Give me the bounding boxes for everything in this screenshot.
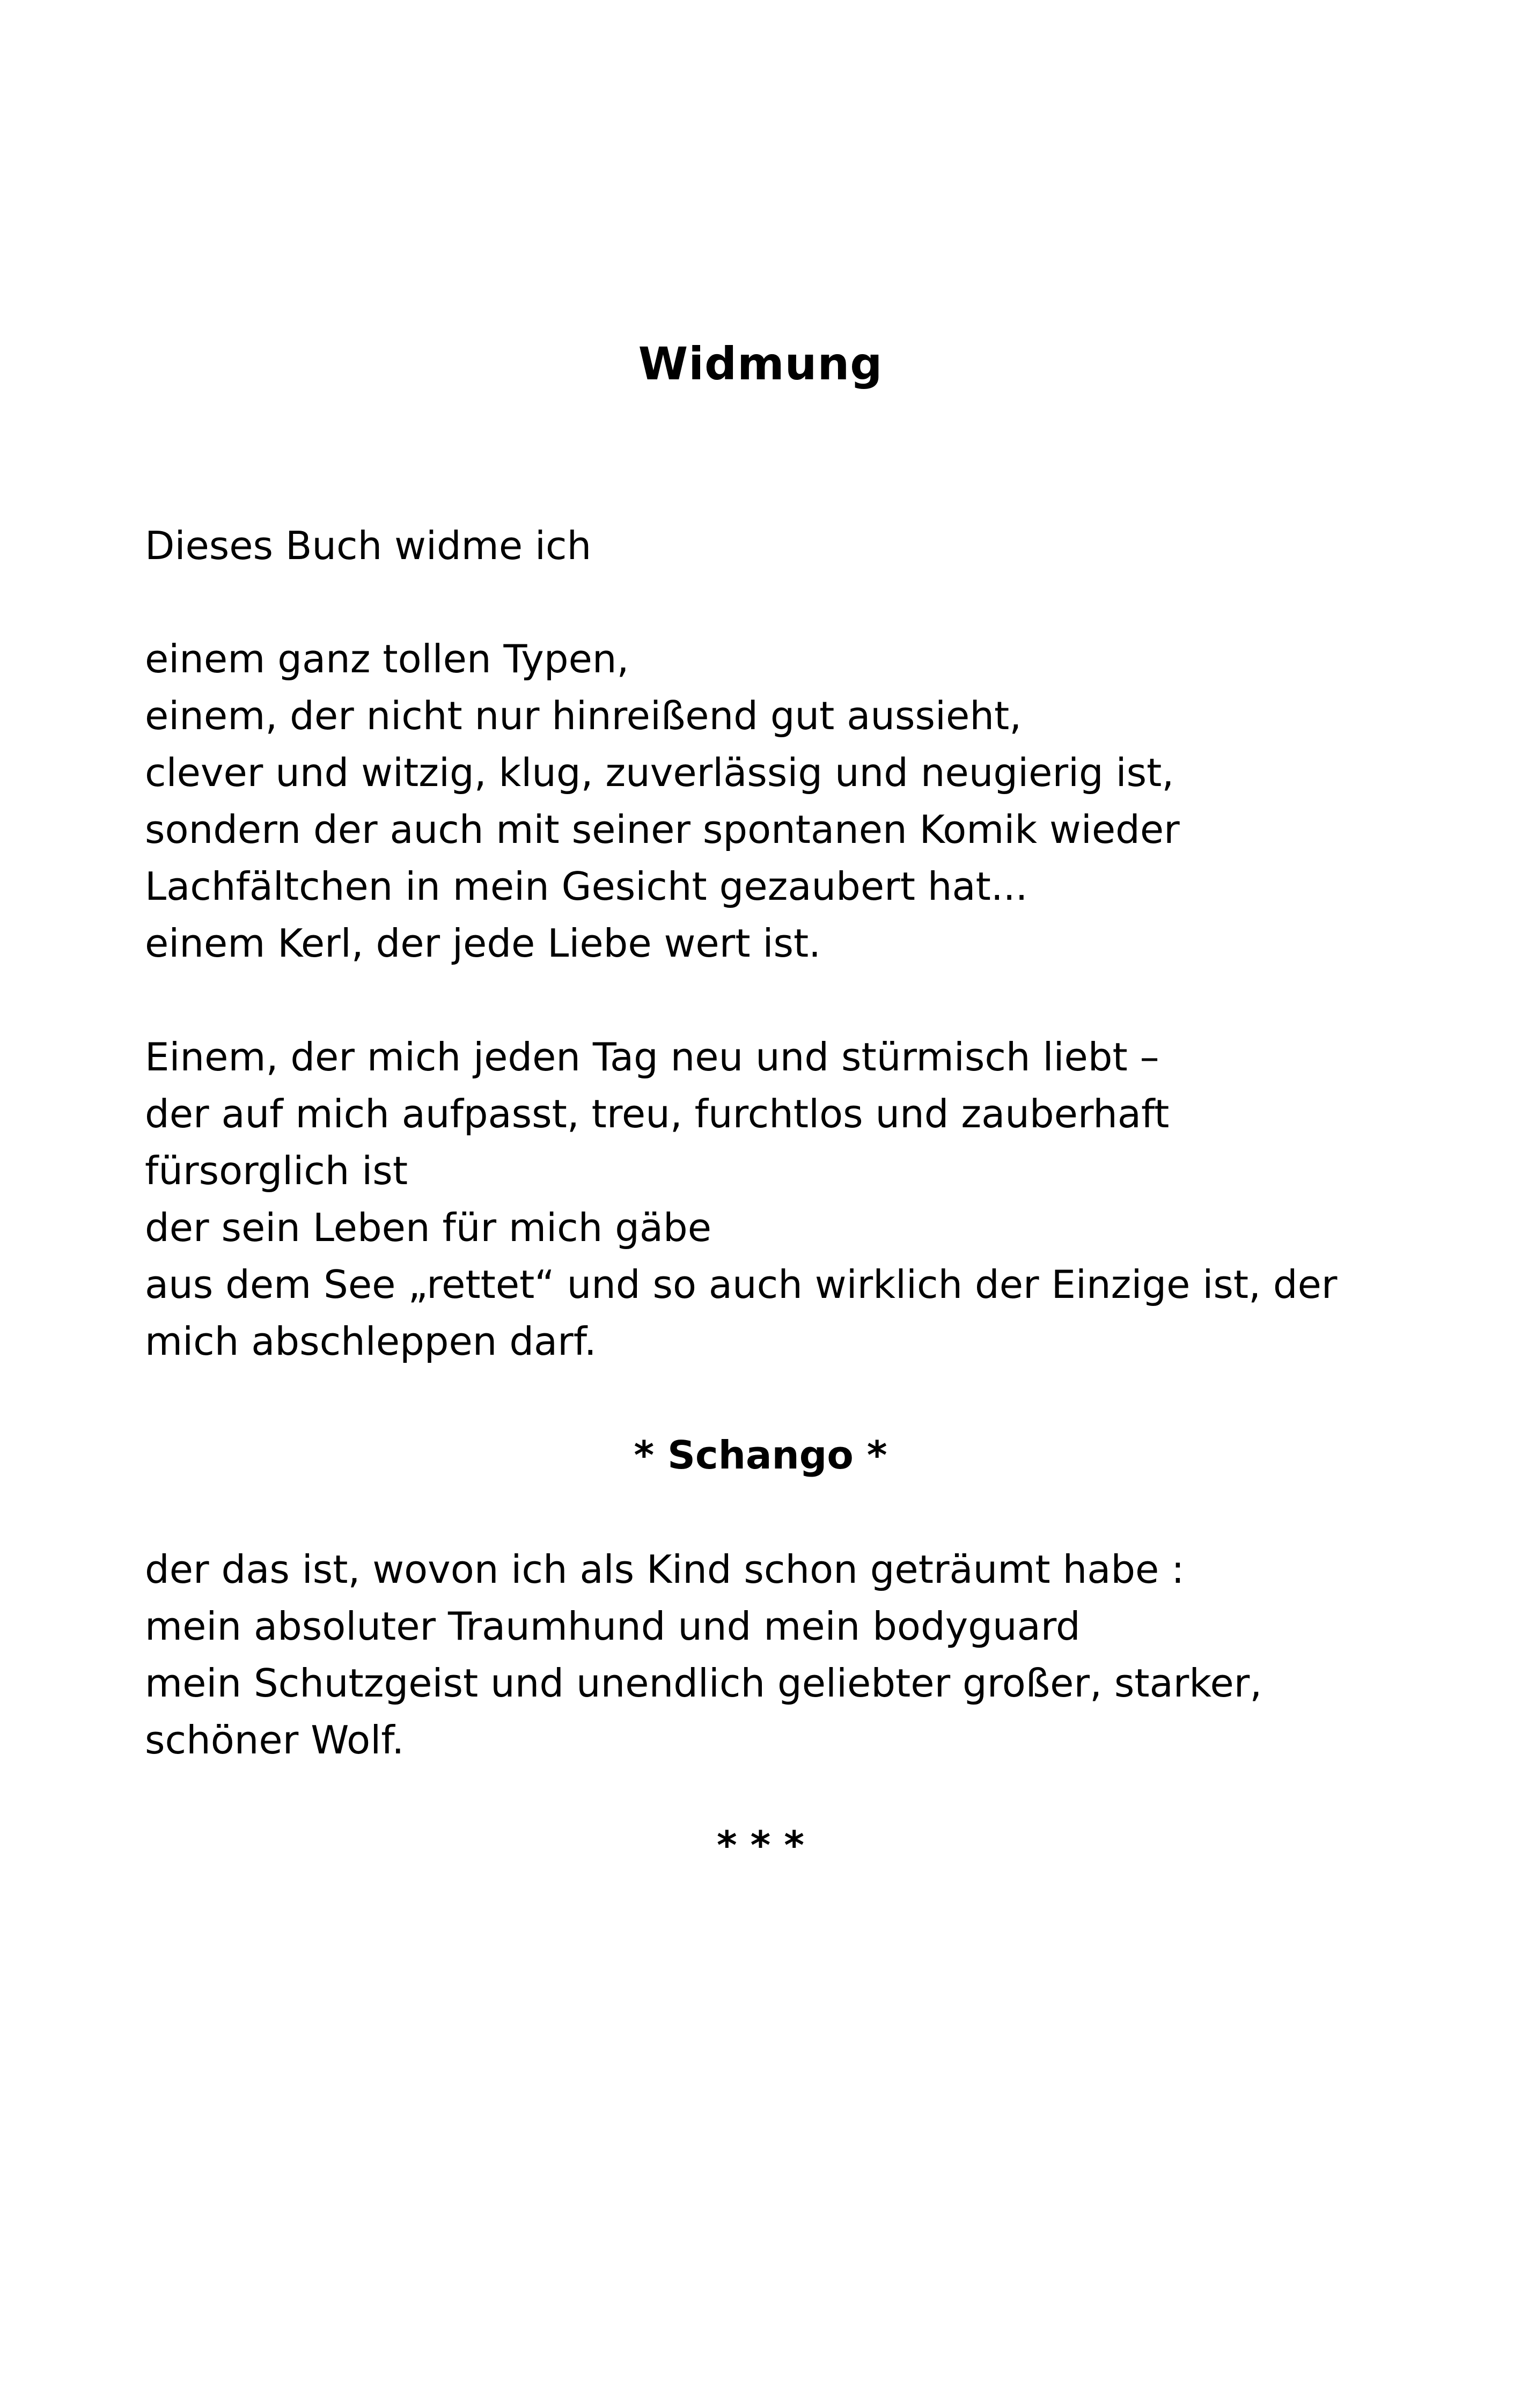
dedicatee-name: * Schango * <box>634 1433 887 1478</box>
stanza-3-line-4: schöner Wolf. <box>145 1717 405 1763</box>
stanza-1-line-1: einem ganz tollen Typen, <box>145 636 629 681</box>
stanza-3-line-3: mein Schutzgeist und unendlich geliebter großer, starker, <box>145 1661 1262 1706</box>
stanza-2-line-2: der auf mich aufpasst, treu, furchtlos und zauberhaft <box>145 1091 1170 1136</box>
stanza-2-line-6: mich abschleppen darf. <box>145 1319 597 1364</box>
section-end-asterisks: * * * <box>716 1823 805 1868</box>
stanza-1-line-4: sondern der auch mit seiner spontanen Komik wieder <box>145 807 1180 852</box>
stanza-2-line-5: aus dem See „rettet“ und so auch wirklich der Einzige ist, der <box>145 1262 1338 1307</box>
stanza-1-line-5: Lachfältchen in mein Gesicht gezaubert hat... <box>145 864 1028 909</box>
stanza-2-line-1: Einem, der mich jeden Tag neu und stürmisch liebt – <box>145 1034 1159 1080</box>
page-title: Widmung <box>638 337 883 390</box>
stanza-2-line-3: fürsorglich ist <box>145 1148 408 1193</box>
stanza-3-line-2: mein absoluter Traumhund und mein bodyguard <box>145 1604 1081 1649</box>
stanza-1-line-3: clever und witzig, klug, zuverlässig und neugierig ist, <box>145 750 1174 795</box>
stanza-3-line-1: der das ist, wovon ich als Kind schon geträumt habe : <box>145 1547 1185 1592</box>
intro-line: Dieses Buch widme ich <box>145 523 592 568</box>
stanza-1-line-2: einem, der nicht nur hinreißend gut aussieht, <box>145 693 1022 738</box>
stanza-2-line-4: der sein Leben für mich gäbe <box>145 1205 712 1250</box>
stanza-1-line-6: einem Kerl, der jede Liebe wert ist. <box>145 921 821 966</box>
